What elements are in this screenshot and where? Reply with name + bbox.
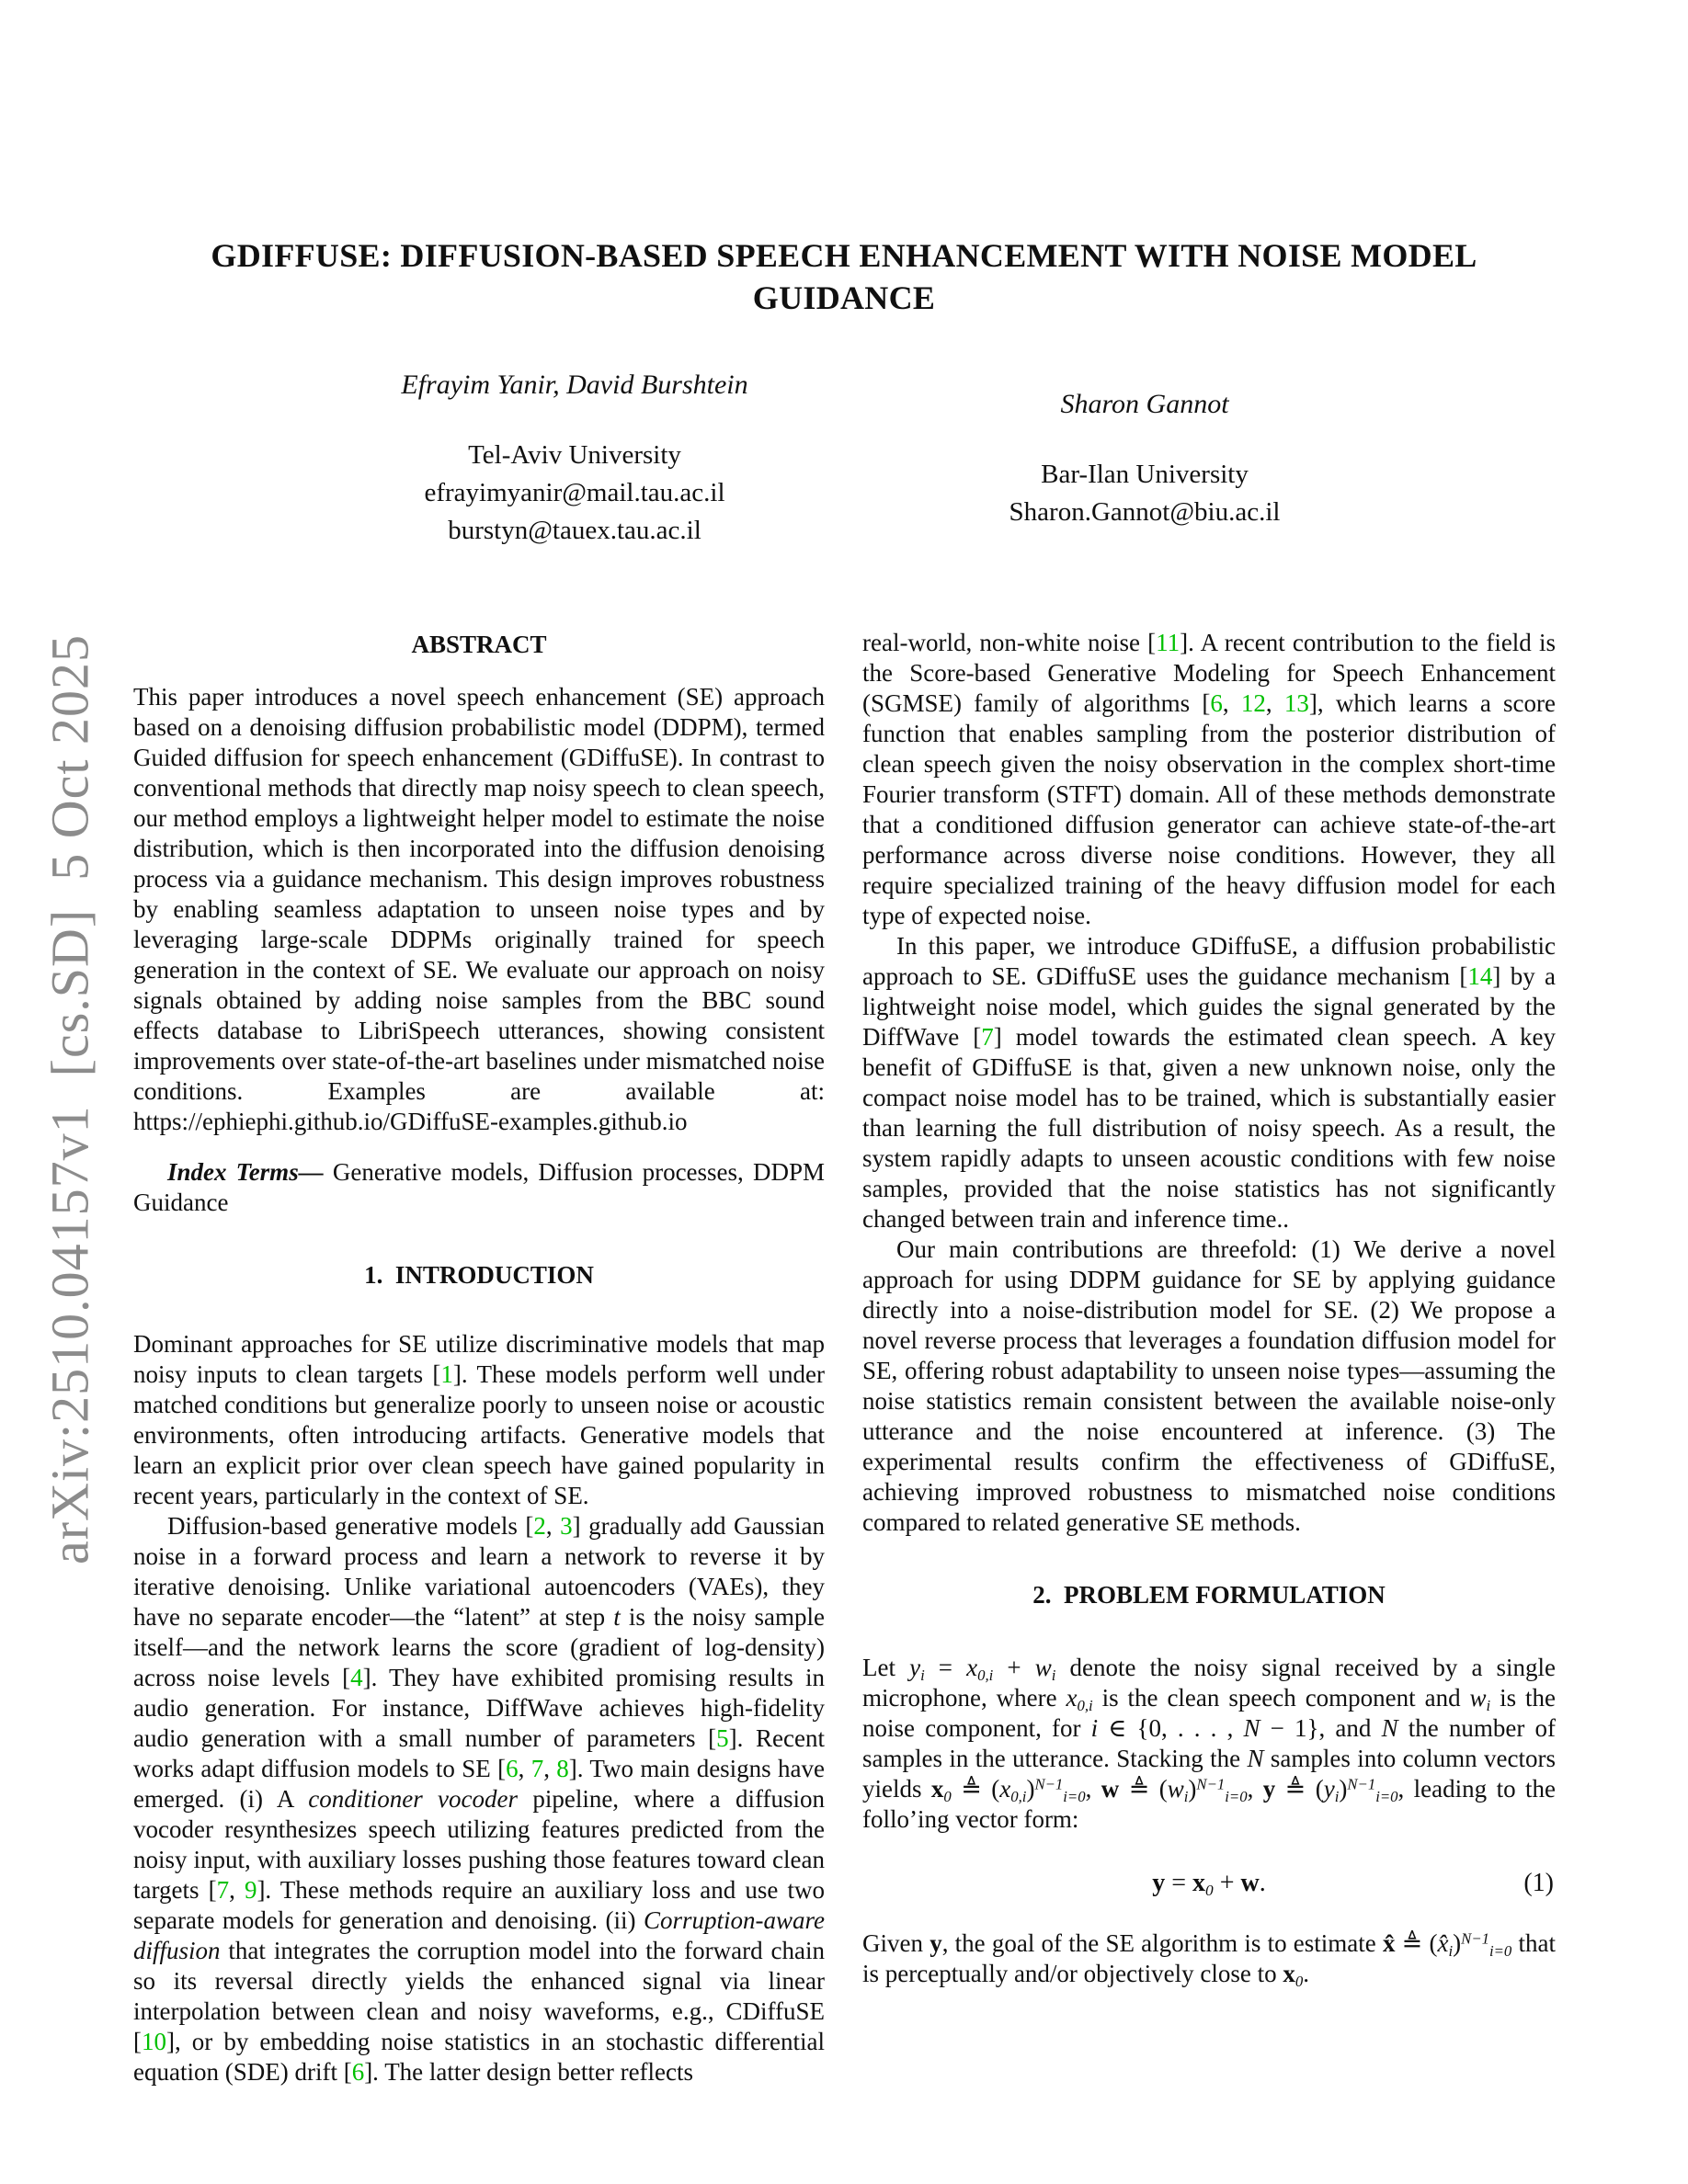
text-run: ≜ (	[1395, 1929, 1438, 1957]
citation-link[interactable]: 4	[350, 1664, 363, 1691]
text-run: x	[930, 1775, 944, 1803]
text-run: y	[1262, 1775, 1276, 1803]
text-run: − 1}, and	[1260, 1714, 1382, 1742]
text-run: .	[1303, 1960, 1309, 1987]
text-run: ,	[1247, 1775, 1263, 1803]
text-run: i	[1183, 1788, 1189, 1806]
text-run: ,	[1222, 689, 1241, 717]
text-run: ≜ (	[1275, 1775, 1324, 1803]
text-run: x	[966, 1654, 978, 1681]
text-run: ] model towards the estimated clean speech. A key benefit of GDiffuSE is that, given a new unknown noise, only the compact noise model has to be trained, which is substantially easier than learning the full distribution of noisy speech. As a result, the system rapidly adapts to unseen acoustic conditions with few noise samples, provided that the noise statistics has not significantly changed between train and inference time..	[862, 1023, 1556, 1233]
text-run: ], which learns a score function that enables sampling from the posterior distribution of clean speech given the noisy observation in the complex short-time Fourier transform (STFT) domain. All of these methods demonstrate that a conditioned diffusion generator can achieve state-of-the-art performance across diverse noise conditions. However, they all require specialized training of the heavy diffusion model for each type of expected noise.	[862, 689, 1557, 929]
text-run: conditioner vocoder	[308, 1785, 518, 1813]
author-names-tau: Efrayim Yanir, David Burshtein	[401, 370, 748, 400]
text-run: )	[1453, 1929, 1462, 1957]
text-run: x̂	[1382, 1929, 1396, 1957]
text-run: N−1	[1034, 1775, 1064, 1793]
text-run: 0,i	[1010, 1788, 1027, 1806]
text-run: This paper introduces a novel speech enhancement (SE) approach based on a denoising diffusion probabilistic model (DDPM), termed Guided diffusion for speech enhancement (GDiffuSE). In contrast to conventional methods that directly map noisy speech to clean speech, our method employs a lightweight helper model to estimate the noise distribution, which is then incorporated into the diffusion denoising process via a guidance mechanism. This design improves robustness by enabling seamless adaptation to unseen noise types and by leveraging large-scale DDPMs originally trained for speech generation in the context of SE. We evaluate our approach on noisy signals obtained by adding noise samples from the BBC sound effects database to LibriSpeech utterances, showing consistent improvements over state-of-the-art baselines under mismatched noise conditions. Examples are available at:	[133, 683, 825, 1105]
text-run: i=0	[1488, 1942, 1512, 1961]
text-run: y	[1323, 1775, 1335, 1803]
text-run: w	[1240, 1869, 1260, 1897]
text-run: , the goal of the SE algorithm is to estimate	[941, 1929, 1383, 1957]
citation-link[interactable]: 10	[142, 2028, 166, 2055]
text-run: N−1	[1347, 1775, 1376, 1793]
text-run: x	[1066, 1684, 1078, 1712]
author-section	[0, 366, 1688, 577]
text-run: ]. These models perform well under matched conditions but generalize poorly to unseen noise or acoustic environments, often introducing artifacts. Generative models that learn an explicit prior over clean speech have gained popularity in recent years, particularly in the context of SE.	[133, 1360, 825, 1509]
text-run: N−1	[1196, 1775, 1226, 1793]
text-run: w	[1034, 1654, 1052, 1681]
text-run: )	[1339, 1775, 1348, 1803]
text-run: ] by a lightweight noise model, which guides the signal generated by the DiffWave [	[862, 962, 1556, 1051]
citation-link[interactable]: 11	[1156, 629, 1180, 656]
abstract-paragraph	[133, 682, 825, 1137]
citation-link[interactable]: 13	[1283, 689, 1309, 717]
text-run: i=0	[1063, 1788, 1086, 1806]
affiliation-tau: Tel-Aviv University	[468, 440, 681, 470]
text-run: +	[1213, 1869, 1241, 1897]
text-run: =	[924, 1654, 967, 1681]
index-terms-paragraph	[133, 1157, 825, 1218]
text-run: y	[909, 1654, 921, 1681]
author-email-2: burstyn@tauex.tau.ac.il	[448, 516, 701, 545]
abstract-heading: ABSTRACT	[411, 631, 547, 658]
text-run: N	[1243, 1714, 1260, 1742]
text-run: ] gradually add Gaussian noise in a forward process and learn a network to reverse it by iterative denoising. Unlike variational autoencoders (VAEs), they have no separate encoder—the “latent” at step	[133, 1512, 826, 1631]
text-run: x	[999, 1775, 1011, 1803]
text-run: Index Terms—	[167, 1158, 333, 1186]
text-run: is the clean speech component and	[1092, 1684, 1470, 1712]
text-run: pipeline, where a diffusion vocoder resynthesizes speech utilizing features predicted from the noisy input, with auxiliary losses pushing those features toward clean targets [	[133, 1785, 825, 1904]
text-run: i=0	[1375, 1788, 1398, 1806]
left-column	[133, 628, 825, 2087]
text-run: i	[1486, 1697, 1491, 1715]
text-run: samples into column vectors yields	[862, 1745, 1556, 1803]
text-run: w	[1101, 1775, 1120, 1803]
text-run: i	[1090, 1714, 1099, 1742]
text-run: 0,i	[1077, 1697, 1093, 1715]
equation-1-body	[1152, 1869, 1266, 1900]
equation-1	[862, 1868, 1556, 1899]
text-run: 0,i	[977, 1666, 994, 1685]
text-run: that integrates the corruption model into the forward chain so its reversal directly yields the enhanced signal via linear interpolation between clean and noisy waveforms, e.g., CDiffuSE [	[133, 1937, 825, 2055]
citation-link[interactable]: 7	[216, 1876, 230, 1904]
problem-paragraph-1	[862, 1653, 1556, 1835]
text-run: t	[613, 1603, 621, 1631]
text-run: ∈ {0, . . . ,	[1098, 1714, 1244, 1742]
text-run: i	[920, 1666, 925, 1685]
citation-link[interactable]: 2	[533, 1512, 546, 1540]
text-run: i=0	[1225, 1788, 1248, 1806]
citation-link[interactable]: 8	[556, 1755, 569, 1782]
title-line-2: GUIDANCE	[752, 279, 936, 316]
column2-paragraph-2	[862, 931, 1556, 1234]
text-run: denote the noisy signal received by a single microphone, where	[862, 1654, 1557, 1712]
text-run: )	[1188, 1775, 1197, 1803]
text-run: i	[1448, 1942, 1454, 1961]
column2-paragraph-1	[862, 628, 1556, 931]
text-run: Dominant approaches for SE utilize discriminative models that map noisy inputs to clean targets [	[133, 1330, 825, 1388]
text-run: ]. They have exhibited promising results in audio generation. For instance, DiffWave achieves high-fidelity audio generation with a small number of parameters [	[133, 1664, 826, 1752]
text-run: y	[1152, 1869, 1166, 1897]
paper-title	[0, 234, 1688, 319]
text-run: Corruption-aware diffusion	[133, 1906, 825, 1964]
text-run: +	[993, 1654, 1035, 1681]
text-run: that is perceptually and/or objectively close to	[862, 1929, 1556, 1987]
citation-link[interactable]: 12	[1240, 689, 1266, 717]
text-run: is the noise component, for	[862, 1684, 1557, 1742]
text-run: In this paper, we introduce GDiffuSE, a diffusion probabilistic approach to SE. GDiffuSE uses the guidance mechanism [	[862, 932, 1556, 990]
citation-link[interactable]: 14	[1467, 962, 1493, 990]
text-run: i	[1051, 1666, 1056, 1685]
text-run: )	[1026, 1775, 1035, 1803]
text-run: x	[1192, 1869, 1206, 1897]
text-run: ], or by embedding noise statistics in an stochastic differential equation (SDE) drift [	[133, 2028, 825, 2086]
text-run: ]. These methods require an auxiliary loss and use two separate models for generation and denoising. (ii)	[133, 1876, 825, 1934]
citation-link[interactable]: 3	[560, 1512, 573, 1540]
section-heading-problem-formulation: 2. PROBLEM FORMULATION	[1032, 1581, 1386, 1609]
text-run: w	[1167, 1775, 1184, 1803]
column2-paragraph-3	[862, 1234, 1556, 1538]
text-run: 0	[943, 1788, 952, 1806]
text-run: ]. The latter design better reflects	[364, 2058, 694, 2086]
text-run: 0	[1295, 1973, 1304, 1991]
author-names-biu: Sharon Gannot	[1060, 389, 1229, 419]
text-run: ,	[1085, 1775, 1101, 1803]
author-spacer	[873, 423, 1416, 456]
text-run: x	[1283, 1960, 1295, 1987]
citation-link[interactable]: 1	[440, 1360, 453, 1388]
affiliation-biu: Bar-Ilan University	[1041, 460, 1249, 489]
equation-1-number: (1)	[1523, 1869, 1554, 1897]
section-heading-introduction: 1. INTRODUCTION	[364, 1261, 594, 1289]
text-run: x̂	[1437, 1929, 1449, 1957]
citation-link[interactable]: 7	[530, 1755, 544, 1782]
author-spacer	[303, 404, 846, 437]
citation-link[interactable]: 6	[506, 1755, 519, 1782]
citation-link[interactable]: 5	[716, 1724, 729, 1752]
text-run: ≜ (	[951, 1775, 1000, 1803]
citation-link[interactable]: 6	[351, 2058, 365, 2086]
text-run: Given	[862, 1929, 930, 1957]
arxiv-watermark: arXiv:2510.04157v1 [cs.SD] 5 Oct 2025	[40, 633, 100, 1565]
text-run: ]. A recent contribution to the field is the Score-based Generative Modeling for Speech Enhancement (SGMSE) family of algorithms [	[862, 629, 1556, 717]
author-email-3: Sharon.Gannot@biu.ac.il	[1009, 497, 1281, 527]
text-run: =	[1165, 1869, 1193, 1897]
right-column	[862, 628, 1556, 1989]
intro-paragraph-2	[133, 1511, 825, 2087]
text-run: is the noisy sample itself—and the network learns the score (gradient of log-density) across noise levels [	[133, 1603, 826, 1691]
text-run: Diffusion-based generative models [	[167, 1512, 534, 1540]
intro-paragraph-1	[133, 1329, 825, 1511]
author-email-1: efrayimyanir@mail.tau.ac.il	[424, 478, 725, 507]
text-run: the number of samples in the utterance. Stacking the	[862, 1714, 1557, 1772]
text-run: Generative models, Diffusion processes, DDPM Guidance	[133, 1158, 825, 1216]
title-line-1: GDIFFUSE: DIFFUSION-BASED SPEECH ENHANCEMENT WITH NOISE MODEL	[211, 237, 1477, 274]
text-run: ,	[229, 1876, 245, 1904]
text-run: y	[930, 1929, 942, 1957]
problem-paragraph-2	[862, 1928, 1556, 1989]
text-run: w	[1469, 1684, 1487, 1712]
citation-link[interactable]: 6	[1210, 689, 1223, 717]
text-run: Let	[862, 1654, 910, 1681]
text-run: ]. Recent works adapt diffusion models to SE [	[133, 1724, 825, 1782]
text-run: ,	[518, 1755, 531, 1782]
text-run: , leading to the follo’ing vector form:	[862, 1775, 1556, 1833]
text-run: 0	[1205, 1882, 1214, 1900]
text-run: ,	[543, 1755, 557, 1782]
text-run: N	[1247, 1745, 1264, 1772]
text-run: N−1	[1461, 1929, 1489, 1948]
text-run: ]. Two main designs have emerged. (i) A	[133, 1755, 826, 1813]
citation-link[interactable]: 9	[244, 1876, 257, 1904]
text-run: ≜ (	[1119, 1775, 1168, 1803]
text-run: N	[1381, 1714, 1398, 1742]
text-run: Our main contributions are threefold: (1) We derive a novel approach for using DDPM guidance for SE by applying guidance directly into a noise-distribution model for SE. (2) We propose a novel reverse process that leverages a foundation diffusion model for SE, offering robust adaptability to unseen noise types—assuming the noise statistics remain consistent between the available noise-only utterance and the noise encountered at inference. (3) The experimental results confirm the effectiveness of GDiffuSE, achieving improved robustness to mismatched noise conditions compared to related generative SE methods.	[862, 1235, 1556, 1536]
text-run: ,	[545, 1512, 561, 1540]
url-link[interactable]: https://ephiephi.github.io/GDiffuSE-examples.github.io	[133, 1108, 688, 1135]
text-run: i	[1334, 1788, 1340, 1806]
citation-link[interactable]: 7	[981, 1023, 994, 1051]
author-block-biu	[873, 385, 1416, 531]
author-block-tau	[303, 366, 846, 550]
text-run: .	[1259, 1869, 1266, 1897]
text-run: real-world, non-white noise [	[862, 629, 1157, 656]
text-run: ,	[1265, 689, 1284, 717]
